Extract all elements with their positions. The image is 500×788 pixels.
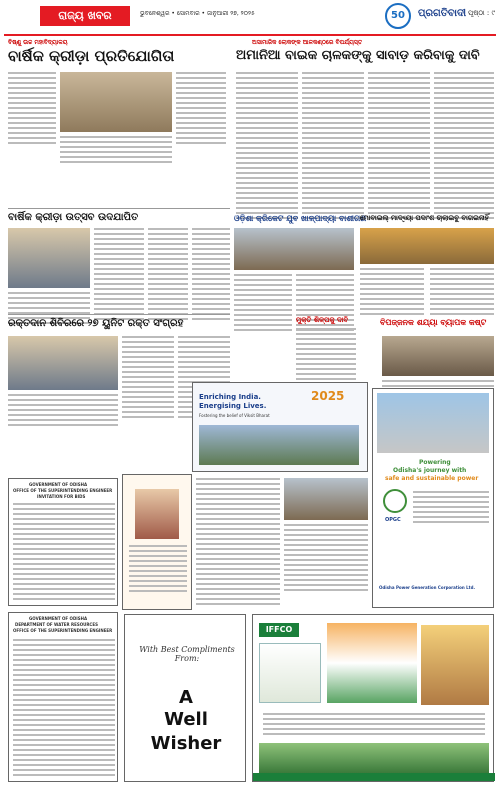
sports-photo [60,72,172,132]
opgc-bullets [413,491,489,526]
tender-notice-1 [8,478,118,606]
tender1-body [13,503,115,603]
opgc-logo-icon [383,489,407,513]
lead-body-4 [434,72,494,222]
tender2-office: OFFICE OF THE SUPERINTENDING ENGINEER [13,628,113,633]
utsav-photo [8,228,90,288]
blood-body-1 [122,336,174,421]
well-wisher-wisher: Wisher [150,733,222,754]
utsav-body-2 [148,228,188,323]
mobile-body-1 [360,268,424,318]
well-wisher-ad [124,614,246,782]
well-wisher-well: Well [164,709,208,730]
ntpc-year: 2025 [311,389,345,403]
blood-body-3 [8,394,118,429]
tender2-title: GOVERNMENT OF ODISHA [29,616,88,621]
page-number: ପୃଷ୍ଠା : ୯ [468,9,495,17]
small-body [296,328,356,383]
anniversary-logo-icon: 50 [385,3,411,29]
sports-kicker: ବିଷ୍ଣୁ ଉଚ୍ଚ ମହାବିଦ୍ୟାଳୟ [8,39,68,46]
center-body-1 [196,478,280,608]
masthead [0,0,500,34]
opgc-plant-image [377,393,489,453]
opgc-headline-3: safe and sustainable power [385,475,479,482]
ntpc-ad [192,382,368,472]
fire-headline: ବିପଜ୍ଜନକ ଶଯ୍ୟା ବ୍ୟାପକ କଷ୍ଟ [380,318,487,327]
tender2-dept: DEPARTMENT OF WATER RESOURCES [15,622,98,627]
sports-headline: ବାର୍ଷିକ କ୍ରୀଡ଼ା ପ୍ରତିଯୋଗିତା [8,47,175,65]
blood-headline: ରକ୍ତଦାନ ଶିବିରରେ ୨୭ ୟୁନିଟ ରକ୍ତ ସଂଗ୍ରହ [8,318,184,329]
sports-body-text [8,72,56,147]
iffco-logo: IFFCO [259,623,299,637]
tender1-title: GOVERNMENT OF ODISHA [29,482,88,487]
iffco-flag-image [327,623,417,703]
portrait-photo [135,489,179,539]
cricket-body-1 [234,274,292,334]
ntpc-ad-image [199,425,359,465]
center-photo [284,478,368,520]
mobile-headline: ମୋବାଇଲ୍ ମାଦ୍ଯ୍ୟା ପଦାଂଶ ଚାଲାଇବୁ ବାଗଇନାହିଁ [360,214,489,222]
fire-photo [382,336,494,376]
iffco-farm-image [259,743,489,773]
mobile-photo [360,228,494,264]
small-headline: ମୁକ୍ତି ଶିଳ୍ପକୁ ଦାବି [296,316,349,324]
tender2-body [13,639,115,779]
iffco-leader-photo [421,625,489,705]
ntpc-line2: Energising Lives. [199,402,267,410]
sports-body-text-3 [176,72,226,147]
portrait-ad [122,474,192,610]
masthead-rule [4,34,496,36]
lead-body-2 [302,72,364,222]
tender1-office: OFFICE OF THE SUPERINTENDING ENGINEER [13,488,113,493]
opgc-logo-name: OPGC [385,517,401,523]
utsav-headline: ବାର୍ଷିକ କ୍ରୀଡ଼ା ଉତ୍ସବ ଉଦଯାପିତ [8,212,139,223]
iffco-text [263,713,485,738]
center-body-2 [284,524,368,594]
cricket-photo [234,228,354,270]
dateline: ଭୁବନେଶ୍ୱର • ସୋମବାର • ଜାନୁଆରୀ ୨୭, ୨୦୨୫ [140,10,255,17]
blood-photo [8,336,118,390]
section-title: ରାଜ୍ୟ ଖବର [40,6,130,26]
iffco-product-image [259,643,321,703]
tender-notice-2 [8,612,118,782]
portrait-text [129,545,187,595]
opgc-company: Odisha Power Generation Corporation Ltd. [379,585,475,590]
opgc-headline-1: Powering [419,459,451,466]
opgc-headline-2: Odisha's journey with [393,467,467,474]
well-wisher-top: With Best Compliments From: [139,645,235,663]
opgc-ad [372,388,494,608]
cricket-body-2 [296,274,354,334]
ntpc-tagline: Fostering the belief of Viksit Bharat [199,413,270,418]
cricket-headline: ଓଡ଼ିଶା କ୍ରିକେଟ ଯୁବ ଖାଳ୍ପାଦ୍ୟା ବାଶୀଗଣ [234,214,367,223]
tender1-sub: INVITATION FOR BIDS [37,494,86,499]
lead-headline: ଅମାନିଆ ବାଇକ ଚାଳକଙ୍କୁ ସାବାଡ଼ କରିବାକୁ ଦାବି [236,48,480,63]
lead-kicker: ଅସାମାଜିକ ଲୋକଙ୍କ ଆଳକଣ୍ଠରେ ବିପର୍ଯ୍ୟସ୍ତ [252,39,363,46]
iffco-ad [252,614,494,782]
lead-body-1 [236,72,298,222]
iffco-footer-band [253,773,495,781]
well-wisher-a: A [179,687,193,708]
sports-body-text-2 [60,136,172,166]
utsav-body-1 [94,228,144,323]
brand-name: ପ୍ରଗତିବାଦୀ [418,8,467,19]
ntpc-line1: Enriching India. [199,393,261,401]
utsav-body-3 [192,228,230,323]
mobile-body-2 [430,268,494,318]
lead-body-3 [368,72,430,222]
